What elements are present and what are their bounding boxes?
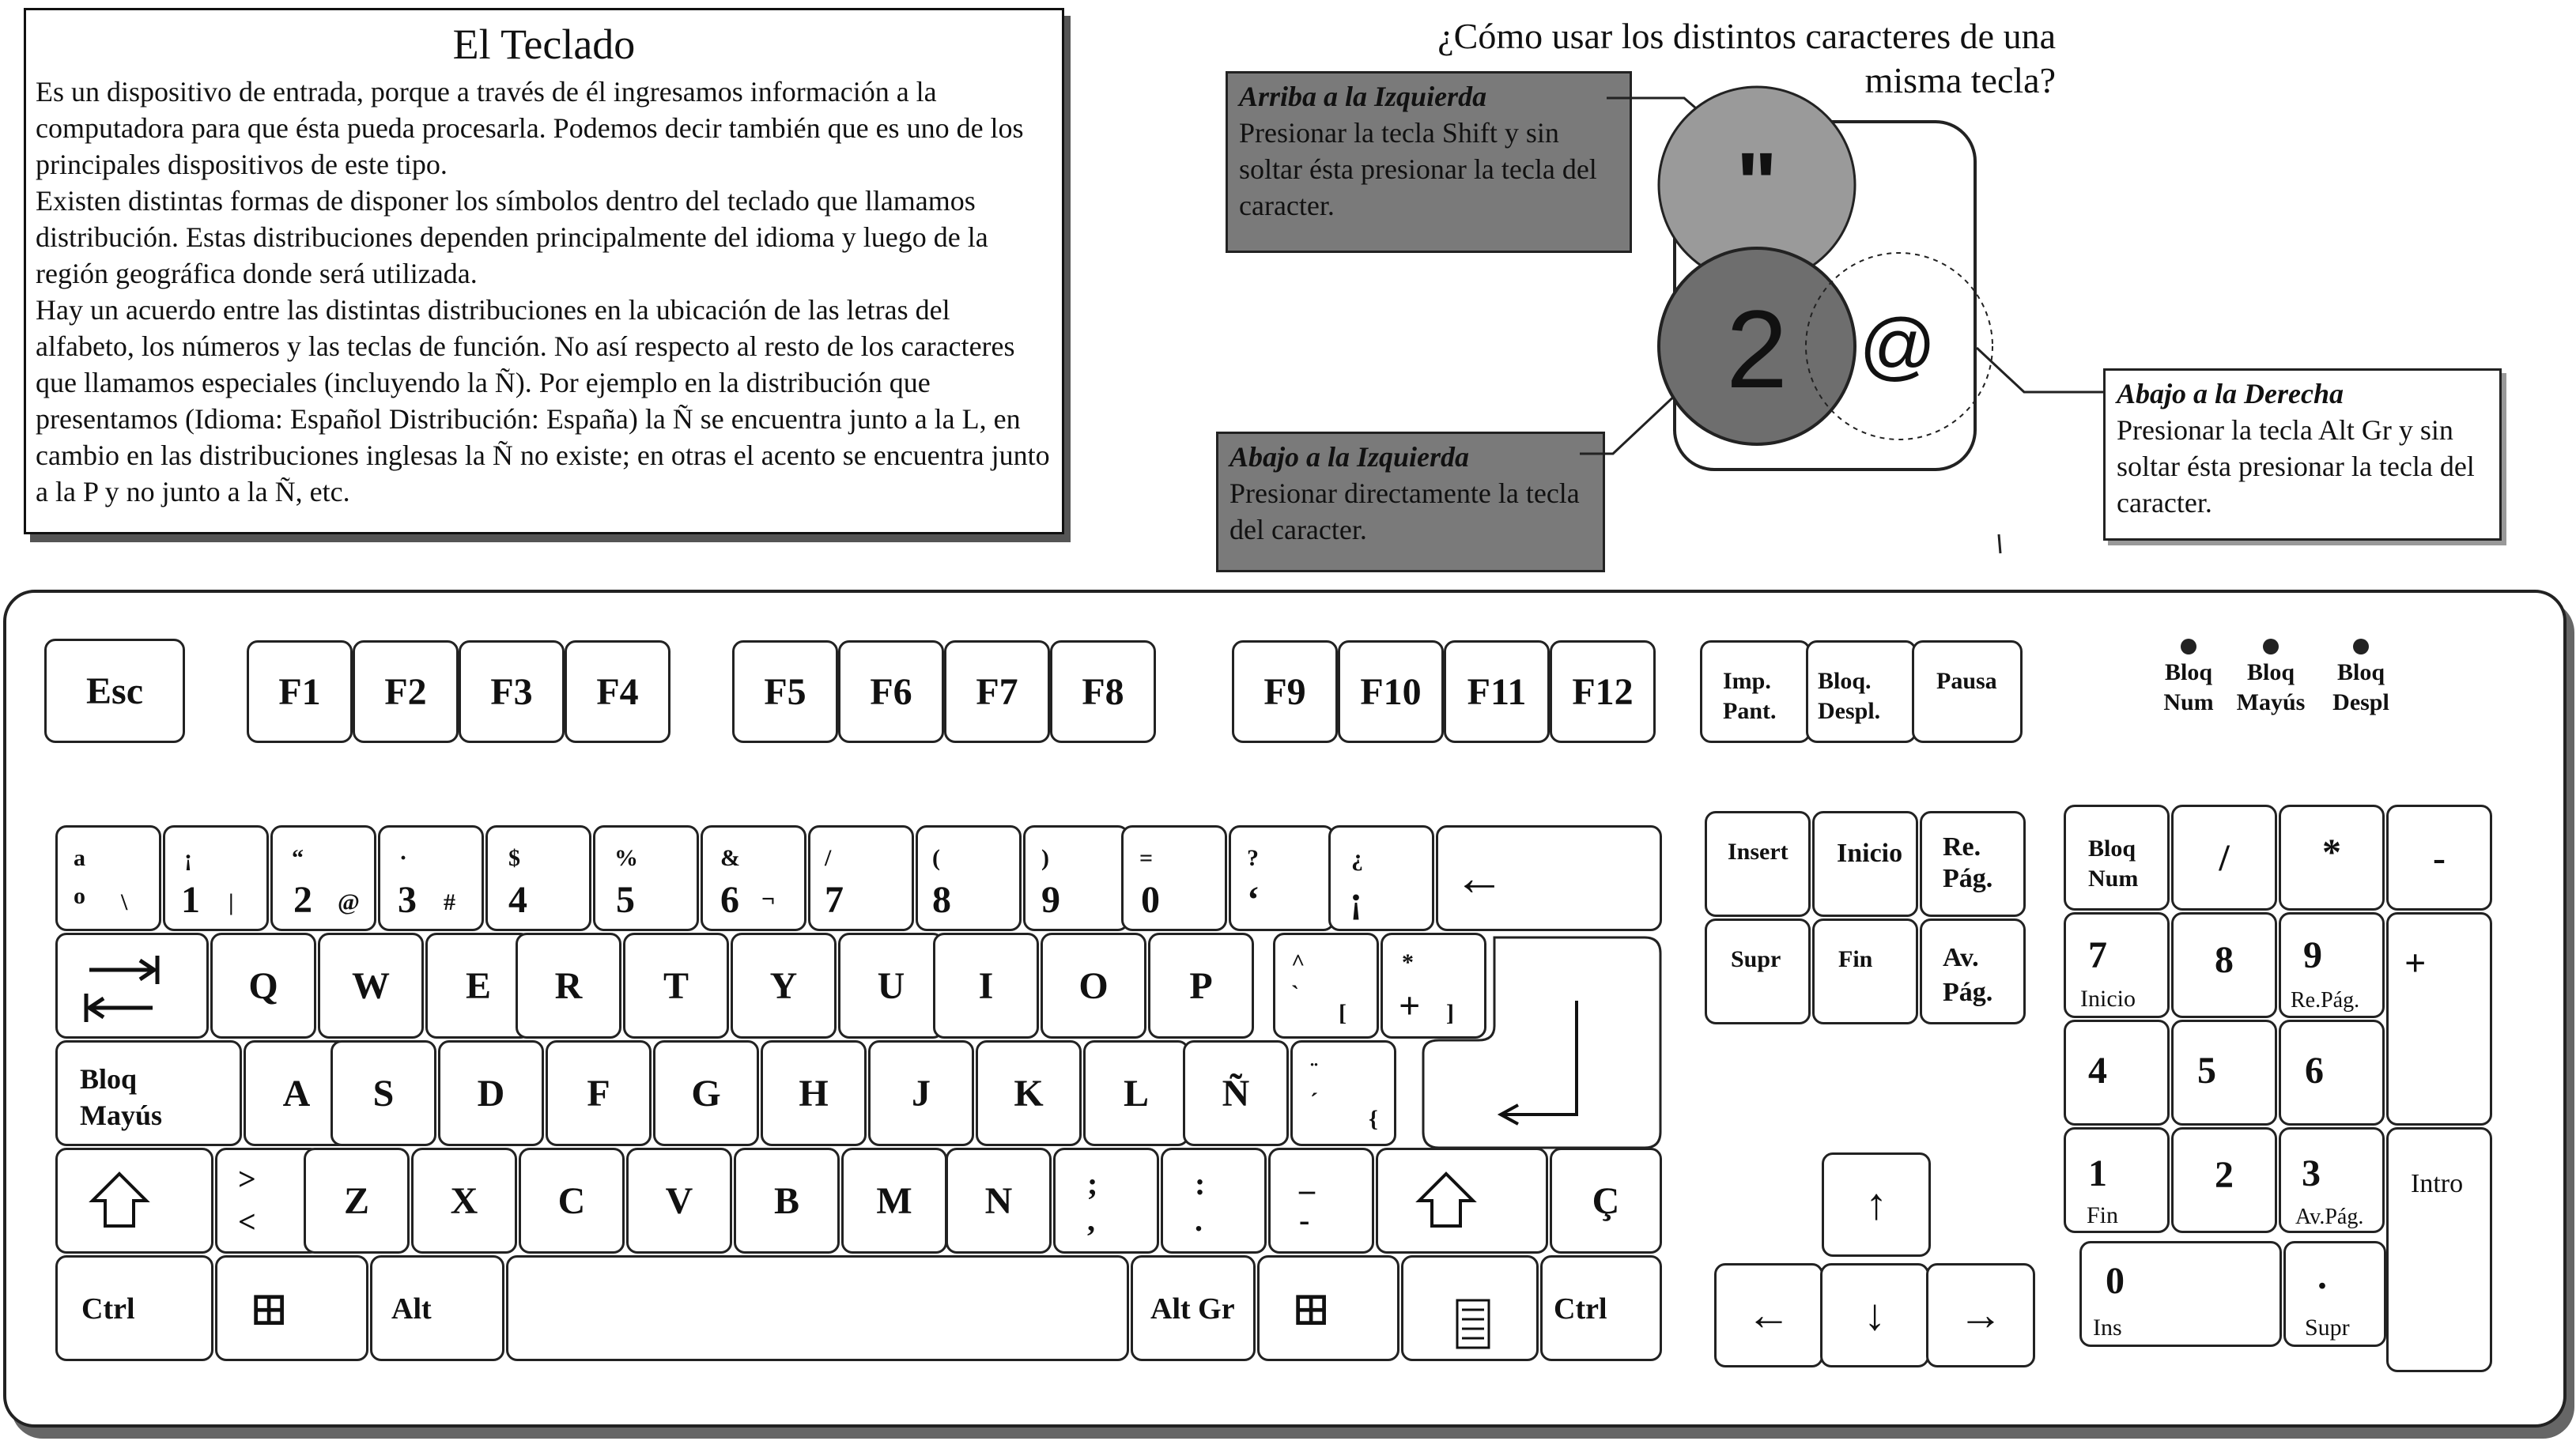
- key-left-windows[interactable]: [215, 1255, 368, 1361]
- key-scroll-lock-l2: Despl.: [1818, 698, 1881, 724]
- led-caps-lock-label: Bloq Mayús: [2236, 659, 2306, 715]
- question-line-2: misma tecla?: [1864, 60, 2056, 100]
- key-numpad-3[interactable]: 3 Av.Pág.: [2279, 1127, 2385, 1233]
- key-page-down[interactable]: Av. Pág.: [1920, 918, 2026, 1024]
- key-print-screen-l2: Pant.: [1723, 698, 1777, 724]
- key-f7[interactable]: F7: [944, 640, 1050, 743]
- key-g[interactable]: G: [653, 1040, 759, 1146]
- key-alt-gr[interactable]: Alt Gr: [1131, 1255, 1256, 1361]
- key-less-than[interactable]: > <: [215, 1148, 321, 1254]
- key-grave[interactable]: ^ ` [: [1273, 933, 1379, 1039]
- note-lower-left-title: Abajo a la Izquierda: [1229, 441, 1470, 473]
- key-menu[interactable]: [1401, 1255, 1539, 1361]
- key-right-shift[interactable]: [1376, 1148, 1548, 1254]
- key-f6[interactable]: F6: [838, 640, 944, 743]
- key-tab[interactable]: [55, 933, 209, 1039]
- key-ordinal[interactable]: a o \: [55, 825, 161, 931]
- shift-icon: [1378, 1150, 1547, 1253]
- key-pause-label: Pausa: [1936, 668, 1997, 694]
- key-numpad-num-lock[interactable]: Bloq Num: [2064, 805, 2170, 911]
- key-numpad-6[interactable]: 6: [2279, 1020, 2385, 1126]
- key-f3[interactable]: F3: [459, 640, 565, 743]
- key-right-ctrl[interactable]: Ctrl: [1540, 1255, 1662, 1361]
- key-f9[interactable]: F9: [1232, 640, 1338, 743]
- key-u[interactable]: U: [838, 933, 944, 1039]
- key-insert[interactable]: Insert: [1705, 811, 1811, 917]
- key-c[interactable]: C: [519, 1148, 625, 1254]
- key-1[interactable]: ¡ 1 |: [163, 825, 269, 931]
- key-backspace[interactable]: ←: [1436, 825, 1662, 931]
- key-print-screen[interactable]: [1700, 640, 1811, 743]
- key-h[interactable]: H: [761, 1040, 867, 1146]
- menu-icon: [1403, 1258, 1538, 1360]
- key-b[interactable]: B: [734, 1148, 840, 1254]
- key-space[interactable]: [506, 1255, 1129, 1361]
- key-w[interactable]: W: [318, 933, 424, 1039]
- key-j[interactable]: J: [868, 1040, 974, 1146]
- key-r[interactable]: R: [516, 933, 621, 1039]
- key-numpad-4[interactable]: 4: [2064, 1020, 2170, 1126]
- key-d[interactable]: D: [438, 1040, 544, 1146]
- key-left-shift[interactable]: [55, 1148, 213, 1254]
- intro-title: El Teclado: [452, 21, 636, 68]
- key-diagram: [1573, 79, 2079, 490]
- key-o[interactable]: O: [1041, 933, 1146, 1039]
- key-f8[interactable]: F8: [1050, 640, 1156, 743]
- led-caps-lock: [2263, 639, 2279, 654]
- key-numpad-2[interactable]: 2: [2171, 1127, 2277, 1233]
- key-inverted-exclamation[interactable]: ¿ ¡: [1328, 825, 1434, 931]
- note-upper-left-text: Presionar la tecla Shift y sin soltar ésta presionar la tecla del caracter.: [1239, 117, 1597, 221]
- key-left-ctrl[interactable]: Ctrl: [55, 1255, 213, 1361]
- key-numpad-0[interactable]: 0 Ins: [2079, 1241, 2282, 1347]
- key-n[interactable]: N: [946, 1148, 1052, 1254]
- key-f5[interactable]: F5: [732, 640, 838, 743]
- key-page-up[interactable]: Re. Pág.: [1920, 811, 2026, 917]
- key-minus[interactable]: _ -: [1268, 1148, 1374, 1254]
- key-pause[interactable]: [1912, 640, 2023, 743]
- key-arrow-left[interactable]: ←: [1714, 1263, 1823, 1367]
- connector-lines: [0, 0, 2576, 601]
- key-0[interactable]: = 0: [1121, 825, 1227, 931]
- diagram-lower-char: 2: [1726, 287, 1788, 411]
- key-home[interactable]: Inicio: [1812, 811, 1918, 917]
- key-arrow-down[interactable]: ↓: [1820, 1263, 1929, 1367]
- diagram-upper-char: ": [1736, 135, 1778, 232]
- windows-icon: ⊞: [1291, 1283, 1331, 1335]
- key-left-alt[interactable]: Alt: [370, 1255, 504, 1361]
- key-f10[interactable]: F10: [1338, 640, 1444, 743]
- key-numpad-7[interactable]: 7 Inicio: [2064, 912, 2170, 1018]
- led-scroll-lock: [2353, 639, 2369, 654]
- key-t[interactable]: T: [623, 933, 729, 1039]
- key-arrow-up[interactable]: ↑: [1822, 1152, 1931, 1257]
- key-y[interactable]: Y: [731, 933, 837, 1039]
- key-e[interactable]: E: [425, 933, 531, 1039]
- key-arrow-right[interactable]: →: [1926, 1263, 2035, 1367]
- key-f11[interactable]: F11: [1444, 640, 1550, 743]
- key-x[interactable]: X: [411, 1148, 517, 1254]
- key-4[interactable]: $ 4: [485, 825, 591, 931]
- tab-arrows-icon: [58, 935, 208, 1038]
- key-scroll-lock-l1: Bloq.: [1818, 668, 1872, 694]
- note-upper-left-title: Arriba a la Izquierda: [1239, 81, 1487, 112]
- key-f4[interactable]: F4: [565, 640, 670, 743]
- key-l[interactable]: L: [1083, 1040, 1189, 1146]
- question-line-1: ¿Cómo usar los distintos caracteres de una: [1437, 16, 2056, 56]
- key-3[interactable]: · 3 #: [378, 825, 484, 931]
- note-lower-right-title: Abajo a la Derecha: [2117, 378, 2344, 409]
- key-scroll-lock[interactable]: [1806, 640, 1917, 743]
- key-comma[interactable]: ; ,: [1053, 1148, 1159, 1254]
- key-print-screen-l1: Imp.: [1723, 668, 1771, 694]
- key-f12[interactable]: F12: [1550, 640, 1656, 743]
- key-numpad-1[interactable]: 1 Fin: [2064, 1127, 2170, 1233]
- key-numpad-star[interactable]: *: [2279, 805, 2385, 911]
- key-n-tilde[interactable]: Ñ: [1183, 1040, 1289, 1146]
- key-caps-lock[interactable]: Bloq Mayús: [55, 1040, 242, 1146]
- key-m[interactable]: M: [841, 1148, 947, 1254]
- key-numpad-minus[interactable]: -: [2386, 805, 2492, 911]
- key-8[interactable]: ( 8: [916, 825, 1022, 931]
- key-delete[interactable]: Supr: [1705, 918, 1811, 1024]
- key-numpad-9[interactable]: 9 Re.Pág.: [2279, 912, 2385, 1018]
- led-scroll-lock-label: Bloq Despl: [2332, 659, 2389, 715]
- key-a[interactable]: A: [244, 1040, 349, 1146]
- key-end[interactable]: Fin: [1812, 918, 1918, 1024]
- note-lower-right-text: Presionar la tecla Alt Gr y sin soltar ésta presionar la tecla del caracter.: [2117, 414, 2475, 519]
- key-9[interactable]: ) 9: [1023, 825, 1129, 931]
- key-7[interactable]: / 7: [808, 825, 914, 931]
- key-numpad-enter[interactable]: Intro: [2386, 1127, 2492, 1372]
- key-p[interactable]: P: [1148, 933, 1254, 1039]
- key-right-windows[interactable]: [1257, 1255, 1399, 1361]
- key-period[interactable]: : .: [1161, 1148, 1267, 1254]
- diagram-altgr-char: @: [1859, 304, 1936, 388]
- key-enter[interactable]: [1407, 934, 1668, 1156]
- key-v[interactable]: V: [626, 1148, 732, 1254]
- key-f1[interactable]: F1: [247, 640, 353, 743]
- key-numpad-dot[interactable]: . Supr: [2283, 1241, 2386, 1347]
- key-6[interactable]: & 6 ¬: [701, 825, 806, 931]
- shift-icon: [58, 1150, 213, 1253]
- key-plus[interactable]: * + ]: [1381, 933, 1486, 1039]
- led-num-lock: [2181, 639, 2196, 654]
- key-z[interactable]: Z: [304, 1148, 410, 1254]
- intro-paragraph-1: Es un dispositivo de entrada, porque a través de él ingresamos información a la computadora para que ésta pueda procesarla. Podemos decir también que es uno de los principales dispositivos de este tipo.: [36, 76, 1024, 180]
- key-s[interactable]: S: [330, 1040, 436, 1146]
- windows-icon: ⊞: [249, 1283, 289, 1335]
- led-num-lock-label: Bloq Num: [2163, 659, 2214, 715]
- key-5[interactable]: % 5: [593, 825, 699, 931]
- key-esc[interactable]: Esc: [44, 639, 185, 743]
- key-f2[interactable]: F2: [353, 640, 459, 743]
- key-c-cedilla[interactable]: Ç: [1550, 1148, 1662, 1254]
- key-f[interactable]: F: [546, 1040, 652, 1146]
- note-lower-left-text: Presionar directamente la tecla del caracter.: [1229, 477, 1580, 545]
- key-numpad-5[interactable]: 5: [2171, 1020, 2277, 1126]
- key-i[interactable]: I: [933, 933, 1039, 1039]
- key-apostrophe[interactable]: ? ‘: [1229, 825, 1335, 931]
- key-acute[interactable]: ¨ ´ {: [1290, 1040, 1396, 1146]
- key-numpad-slash[interactable]: /: [2171, 805, 2277, 911]
- key-k[interactable]: K: [976, 1040, 1082, 1146]
- intro-paragraph-3: Hay un acuerdo entre las distintas distribuciones en la ubicación de las letras del alfabeto, los números y las teclas de función. No así respecto al resto de los caracteres que llamamos especiales (incluyendo la Ñ). Por ejemplo en la distribución que presentamos (Idioma: Español Distribución: España) la Ñ se encuentra junto a la L, en cambio en las distribuciones inglesas la Ñ no existe; en otras el acento se encuentra junto a la P y no junto a la Ñ, etc.: [36, 294, 1050, 507]
- key-numpad-plus[interactable]: +: [2386, 912, 2492, 1126]
- intro-paragraph-2: Existen distintas formas de disponer los símbolos dentro del teclado que llamamos distribución. Estas distribuciones dependen principalmente del idioma y luego de la región geográfica donde será utilizada.: [36, 185, 988, 289]
- key-2[interactable]: “ 2 @: [270, 825, 376, 931]
- key-numpad-8[interactable]: 8: [2171, 912, 2277, 1018]
- key-q[interactable]: Q: [210, 933, 316, 1039]
